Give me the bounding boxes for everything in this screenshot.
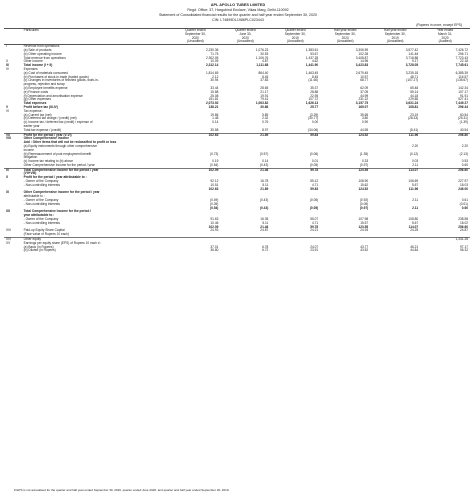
row-value: 1,076.23 [255,47,269,52]
row-particular: (c) Income tax relating to (b) above [23,159,74,164]
row-value: (0.05) [309,198,319,203]
row-value: (3.29) [309,112,319,117]
row-particular: - Non-controlling interests [23,220,60,225]
row-value: 2,302.05 [205,55,219,60]
row-particular: - Non-controlling interests [23,201,60,206]
row-value: (0.06) [309,151,319,156]
row-value: 91.63 [210,217,219,222]
row-particular: Other income [23,59,43,64]
row-value: 14.96 [360,59,369,64]
row-particular: (b) Purchases of stock-in-trade (traded goods) [23,74,89,79]
row-value: (0.97) [359,205,369,210]
row-value: 25.77 [310,104,319,109]
row-value: 91.91 [460,93,468,98]
row-value: 22.95 [310,93,319,98]
row-value: 21.46 [260,224,269,229]
row-value: 114.07 [370,168,420,172]
row-value: 24.93 [210,228,219,233]
row-particular: - Owner of the Company [23,179,59,184]
row-value: 142.34 [458,85,468,90]
row-number: IX [4,168,22,172]
row-value: 0.00 [311,120,319,125]
statement-title: Statement of Consolidated financial results for the quarter and half year ended September 30, 2020 [158,13,318,17]
row-value: (2.13) [459,151,468,156]
row-value: 44.55 [360,127,369,132]
row-value: 108.90 [358,179,369,184]
row-particular: Other equity [22,238,171,242]
row-value: 2,679.45 [355,70,369,75]
row-value: 55.14 [410,89,419,94]
row-value: 7,745.61 [455,63,468,68]
row-particular: (VII+VIII) [23,171,37,176]
results-table-header [4,29,470,45]
row-value: (0.43) [259,205,269,210]
row-value: 21.46 [220,168,270,172]
row-particular: year attributable to : [23,213,55,218]
row-particular: (c) Income tax / deferred tax (credit) / expense of [23,120,93,125]
row-particular: progress, rejection and scrap [23,82,65,87]
row-value: (0.43) [259,198,269,203]
row-value: 1,331.28 [420,238,470,242]
row-value: 1,437.28 [305,55,319,60]
row-particular: Total income (I + II) [23,63,53,68]
row-number: II [6,59,8,64]
row-value: 2,073.92 [205,101,219,106]
row-value: 59.83 [310,186,319,191]
row-number: XIV [4,238,22,242]
row-value: (25.31) [457,116,468,121]
row-value: (0.73) [210,151,219,156]
row-value: 124.52 [320,133,370,137]
row-value: 5.11 [262,182,269,187]
row-value: 3,157.75 [355,101,369,106]
row-value: 4.71 [311,220,319,225]
row-value: 24.21 [310,228,319,233]
row-value: 10.09 [210,59,219,64]
row-value: 229.85 [408,97,419,102]
row-particular: (g) Other expenses [23,97,51,102]
row-value: 123.55 [320,168,370,172]
row-value: 0.53 [461,159,468,164]
row-value: 1,463.45 [305,70,319,75]
row-particular: (d) Employee benefits expense [23,85,68,90]
row-value: 2.32 [262,116,269,121]
row-value: 238.58 [458,217,468,222]
row-particular: Total Comprehensive Income for the period / [23,209,92,214]
row-value: (1.35) [359,151,369,156]
row-value: 527.41 [458,97,468,102]
row-value: 3,423.83 [355,63,369,68]
row-value: 24.93 [360,228,369,233]
row-value: 97.17 [460,244,468,249]
row-value: 1,063.82 [255,101,269,106]
row-value: 108.80 [408,217,419,222]
row-particular: - Owner of the Company [23,217,59,222]
row-value: 1.48 [212,116,219,121]
row-value: 8.97 [262,127,269,132]
row-value: 0.90 [361,120,369,125]
results-table [4,28,470,253]
row-value: (107.27) [406,78,419,83]
row-value: 116.57 [458,74,468,79]
row-value: 2,312.14 [205,63,219,68]
row-number [4,249,22,253]
row-value: 55.12 [310,179,319,184]
row-value: 0.03 [411,159,419,164]
col-header-y-mar-2020: Year ended March 31, 2020 (Audited) [420,29,470,45]
row-value: 0.14 [212,120,219,125]
row-value: 7,449.27 [455,101,468,106]
row-value: 102.63 [170,133,220,137]
row-value: 3,577.42 [405,47,419,52]
row-value: 68.77 [360,78,369,83]
row-value: 141.46 [408,51,419,56]
row-value: 114.07 [408,224,419,229]
row-value: (0.97) [359,162,369,167]
row-value: 18.03 [460,182,468,187]
row-value: 1,383.61 [305,47,319,52]
row-value: 79.41 [260,97,269,102]
row-value: 30.86 [260,104,269,109]
row-value: 96.32 [460,248,468,253]
row-value: 102.09 [208,224,219,229]
table-row [4,249,470,253]
row-value: 35.37 [310,85,319,90]
row-particular: Total revenue from operations [23,55,66,60]
row-particular: (c) Changes in inventories of finished goods, work-in- [23,78,99,83]
particulars-header: Particulars [22,29,171,45]
row-value: 92.12 [210,179,219,184]
row-value: (28.33) [408,116,419,121]
row-value: 0.60 [461,162,468,167]
row-value: 151.81 [208,97,219,102]
row-value: 59.78 [310,224,319,229]
row-value: 123.55 [358,224,369,229]
row-value: 256.60 [420,168,470,172]
row-value: 296.71 [458,51,468,56]
row-number: V [6,104,9,109]
row-value: (0.05) [210,201,219,206]
row-value: (0.05) [359,201,369,206]
row-value: 19.91 [260,93,269,98]
row-value: 55.07 [310,217,319,222]
row-value: 33.44 [210,85,219,90]
row-value: 0.19 [212,159,219,164]
row-particular: Add : Other items that will not be reclassified to profit or loss [23,140,117,145]
row-particular: attributable to : [23,194,45,199]
row-particular: Other Comprehensive Income for the period / year [23,162,95,167]
row-value: 44.84 [410,248,419,253]
row-value: 37.05 [360,89,369,94]
row-particular: Other Comprehensive Income for the period / year [23,190,100,195]
row-particular: (a) Current tax (net) [23,112,52,117]
row-value: (30.77) [308,116,319,121]
row-value: 107.72 [308,97,319,102]
row-value: 138.21 [208,104,219,109]
row-value: 4.87 [262,59,269,64]
row-value: (0.92) [359,198,369,203]
row-particular: (f) Depreciation and amortisation expense [23,93,83,98]
row-particular: Revenue from operations [23,44,60,49]
row-value: (0.12) [409,151,419,156]
row-value: (0.54) [210,162,219,167]
row-value: 22.18 [460,59,468,64]
row-value: 48.71 [410,74,419,79]
row-value: 71.75 [210,51,219,56]
row-value: (0.05) [309,162,319,167]
row-value: 15.57 [360,220,369,225]
row-particular: (a) Basic (in Rupees) [23,244,54,249]
row-value: 8.45 [262,74,269,79]
row-particular: (a) Cost of materials consumed [23,70,68,75]
row-particular: (b) Deferred tax charge / (credit) (net) [23,116,77,121]
row-value: (135.67) [456,78,468,83]
row-number: I [6,44,7,49]
row-value: 3,306.59 [355,47,369,52]
row-value: 169.07 [358,104,369,109]
row-value: 2.11 [412,205,419,210]
row-particular: (b) Other operating income [23,51,62,56]
row-number: X [6,175,9,180]
row-value: 15.88 [210,89,219,94]
row-value: 864.40 [258,70,269,75]
row-value: (0.49) [210,198,219,203]
row-value: 40.54 [460,127,468,132]
row-value: 30.53 [260,51,269,56]
row-value: (0.43) [259,162,269,167]
row-value: (11.60) [308,78,319,83]
row-value: 0.60 [461,205,468,210]
row-value: 21.89 [260,186,269,191]
row-value: 46.21 [410,244,419,249]
row-value: 6.78 [262,244,269,249]
row-value: 4.62 [311,59,319,64]
row-particular: (e) Finance costs [23,89,49,94]
row-value: 10.51 [210,182,219,187]
row-particular: obligation [23,155,38,160]
row-particular: Profit for the period / year attributable to : [23,175,87,180]
row-value: 8.45 [311,74,319,79]
row-value: 2.20 [411,143,419,148]
row-value: 106.69 [408,179,419,184]
row-value: 35.65 [360,112,369,117]
row-value: 6.72 [262,248,269,253]
row-value: 0.76 [262,120,269,125]
row-particular: Total expenses [23,101,47,106]
row-value: 256.80 [420,133,470,137]
row-value: 3,728.05 [405,63,419,68]
results-table-body [4,45,470,254]
row-value: 30.94 [210,78,219,83]
row-particular: (b) Remeasurement of post employment benefit [23,151,92,156]
row-value: (0.05) [309,205,319,210]
row-particular: Earnings per equity share (EPS) of Rupees 10 each # : [23,240,102,245]
row-value: 2,230.36 [205,47,219,52]
row-value: 256.60 [458,224,468,229]
row-number: VII [4,133,22,137]
row-value: 16.35 [260,217,269,222]
row-value: 10.57 [360,74,369,79]
row-value: 102.63 [208,186,219,191]
row-value: 2.11 [412,198,419,203]
row-particular: (b) Diluted (in Rupees) [23,248,56,253]
row-particular: Profit before tax (III-IV) [23,104,58,109]
row-value: 7,723.43 [455,55,468,60]
row-number: XIII [6,228,11,233]
row-value: 21.89 [220,133,270,137]
row-value: 43.77 [360,244,369,249]
currency-note: (Rupees in crore, except EPS) [416,23,462,27]
row-value: 1,441.90 [305,63,319,68]
row-value: (0.57) [259,151,269,156]
row-value: 231.22 [358,97,369,102]
row-value: 107.98 [358,217,369,222]
row-number: VI [6,108,10,113]
row-value: 44.99 [360,93,369,98]
header-row [4,29,470,45]
row-particular: Total tax expense / (credit) [23,127,62,132]
row-particular: (Face value of Rupees 10 each) [23,232,69,237]
row-number: XII [6,209,10,214]
row-value: 1,626.13 [305,101,319,106]
row-value: 0.61 [461,198,468,203]
row-value: 62.09 [360,85,369,90]
row-value: 25.08 [210,93,219,98]
row-value: 124.52 [358,186,369,191]
row-value: (0.54) [210,205,219,210]
row-value: 18.02 [460,220,468,225]
row-value: 3,631.24 [405,101,419,106]
row-value: 5.67 [411,182,419,187]
row-particular: - Owner of the Company [23,198,59,203]
row-particular: Paid-up Equity Share Capital [23,228,65,233]
row-value: (34.06) [308,127,319,132]
eps-footnote: # EPS is not annualised for the quarter and half year ended September 30, 2020, quarter ended June 2020, and quarter and half year ended September 30, 2019. [14,488,230,492]
cin-number: CIN: L74899DL1986PLC023443 [212,18,264,22]
row-number: XV [6,240,11,245]
col-header-h-sep-2019: Half year ended September 30, 2019 (Unaudited) [370,29,420,45]
row-value: 111.96 [370,133,420,137]
row-value: 23.19 [410,112,419,117]
row-number: IV [6,66,10,71]
row-particular: income [23,147,34,152]
row-value: 59.78 [270,168,320,172]
row-value: 2.20 [461,143,468,148]
row-value: 21.17 [260,89,269,94]
row-value: 3.80 [361,116,369,121]
row-value: (0.01) [459,201,468,206]
col-header-q-sep-2019: Quarter ended September 30, 2019 (Unaudited) [270,29,320,45]
company-name: APL APOLLO TUBES LIMITED [210,3,266,7]
row-value: 3,235.18 [405,70,419,75]
row-particular: Expenses [23,66,38,71]
row-value: 1,106.76 [255,55,269,60]
row-value: (5.41) [409,127,419,132]
row-value: 37.83 [260,78,269,83]
row-value: 111.96 [408,186,419,191]
row-value: 28.65 [260,85,269,90]
row-particular: Tax expense : [23,108,44,113]
row-value: 6,385.39 [455,70,468,75]
row-value: 102.09 [170,168,220,172]
row-value: 23.91 [310,248,319,253]
row-value: 24.87 [260,228,269,233]
row-particular: (a) Sale of products [23,47,52,52]
row-value: 43.52 [360,248,369,253]
sr-no-header [4,29,22,45]
row-value: 10.46 [210,220,219,225]
row-value: 53.67 [310,51,319,56]
registered-address: Regd. Office: 37, Hargobind Enclave, Vikas Marg, Delhi-110092 [187,8,289,12]
row-value: 35.58 [210,127,219,132]
row-value: 37.01 [210,244,219,249]
row-value: 65.48 [410,85,419,90]
row-value: 24.25 [410,228,419,233]
row-value: 107.17 [458,89,468,94]
row-value: 246.00 [458,186,468,191]
col-header-q-sep-2020: Quarter ended September 30, 2020 (Unaudited) [170,29,220,45]
row-value: 5.11 [262,220,269,225]
row-value: 108.81 [408,104,419,109]
row-value: 0.01 [311,159,319,164]
row-value: 102.28 [358,51,369,56]
row-particular: Total Comprehensive Income for the period / year [22,168,171,172]
row-value: 4.71 [311,182,319,187]
row-value: 1,111.68 [256,63,269,68]
col-header-q-jun-2020: Quarter ended June 30, 2020 (Unaudited) [220,29,270,45]
row-particular: earlier year [23,123,40,128]
row-number: VIII [6,136,11,141]
row-particular: Other Comprehensive Income [23,136,69,141]
row-value: 0.33 [361,159,369,164]
row-value: 44.18 [410,93,419,98]
row-value: 9.17 [411,59,419,64]
row-value: 60.54 [460,112,468,117]
row-particular: (a) Equity instruments through other comprehensive [23,143,97,148]
row-number: III [6,63,9,68]
row-value: 5.89 [262,112,269,117]
row-value: 15.62 [360,182,369,187]
row-number: XI [6,190,10,195]
row-particular: - Non-controlling interests [23,182,60,187]
row-value: 19.86 [210,112,219,117]
row-value: 296.34 [458,104,468,109]
row-value: 24.87 [460,228,468,233]
row-value: 24.07 [310,244,319,249]
row-value: (1.39) [459,120,468,125]
row-value: 7,426.72 [455,47,468,52]
row-value: 28.88 [310,89,319,94]
col-header-h-sep-2020: Half year ended September 30, 2020 (Unaudited) [320,29,370,45]
row-value: 36.80 [210,248,219,253]
row-value: 3,408.87 [355,55,369,60]
row-value: 16.78 [260,179,269,184]
row-value: 1,814.65 [205,70,219,75]
row-particular: Profit for the period / year (V-VI) [22,133,171,137]
row-value: 59.83 [270,133,320,137]
row-value: 0.14 [262,159,269,164]
row-value: 2.12 [212,74,219,79]
row-value: 5.67 [411,220,419,225]
row-value: 3,718.88 [405,55,419,60]
row-value: 2.11 [412,162,419,167]
row-value: 227.97 [458,179,468,184]
